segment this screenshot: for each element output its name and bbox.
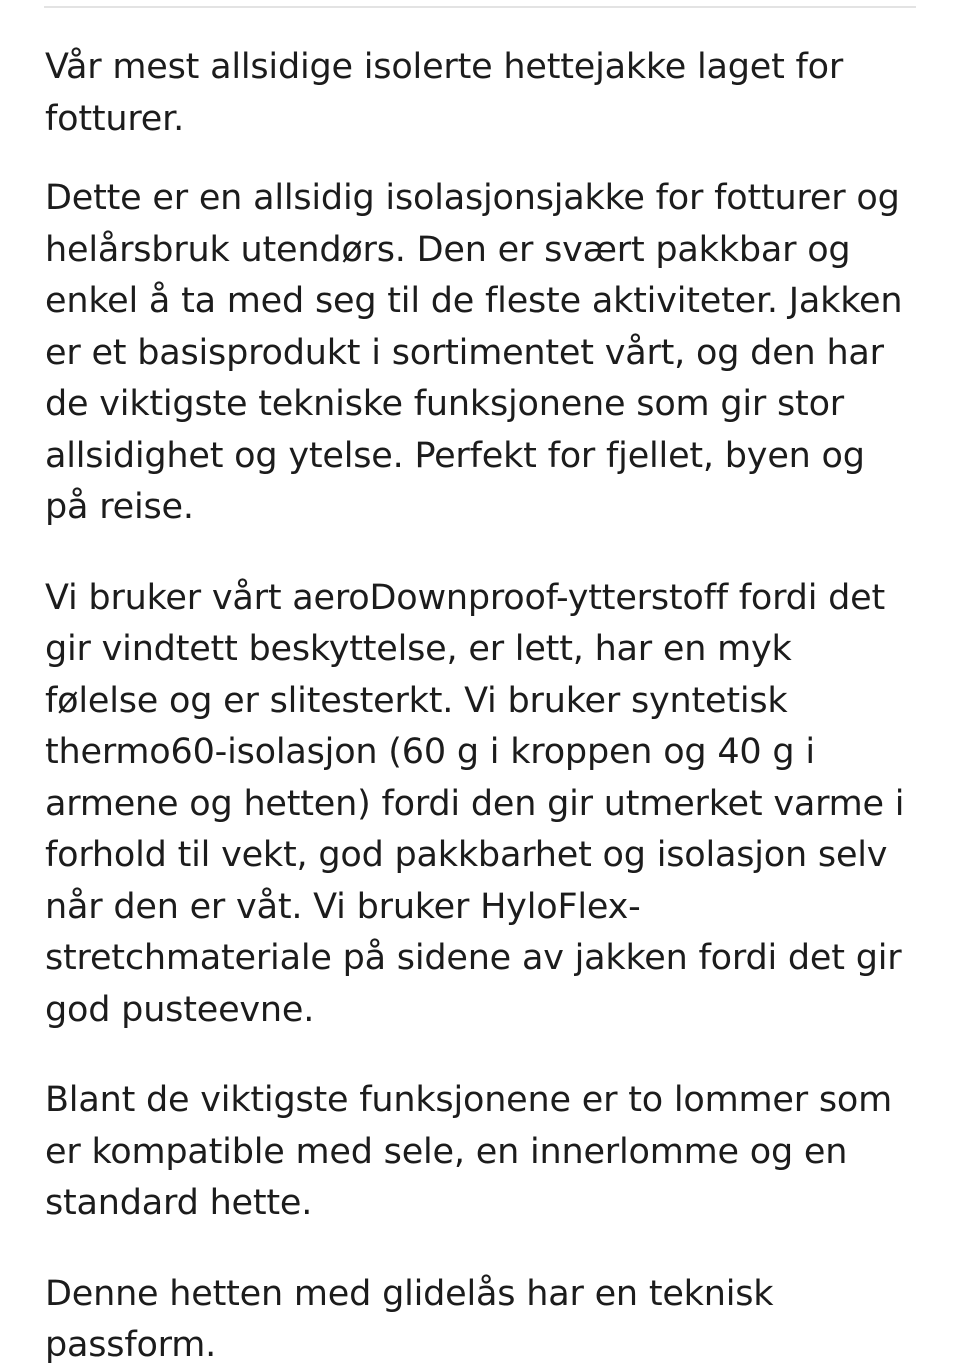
- description-paragraph-features: Blant de viktigste funksjonene er to lommer som er kompatible med sele, en innerlomme og en standard hette.: [45, 1080, 892, 1223]
- product-description: [45, 42, 915, 1372]
- description-paragraph-intro: Vår mest allsidige isolerte hettejakke laget for fotturer.: [45, 47, 844, 139]
- description-paragraph-overview: Dette er en allsidig isolasjonsjakke for fotturer og helårsbruk utendørs. Den er svært pakkbar og enkel å ta med seg til de fleste aktiviteter. Jakken er et basisprodukt i sortimentet vårt, og den har de viktigste tekniske funksjonene som gir stor allsidighet og ytelse. Perfekt for fjellet, byen og på reise.: [45, 178, 903, 527]
- description-paragraph-fit: Denne hetten med glidelås har en teknisk passform.: [45, 1273, 774, 1365]
- top-divider: [44, 6, 916, 8]
- description-paragraph-materials: Vi bruker vårt aeroDownproof-ytterstoff fordi det gir vindtett beskyttelse, er lett, har en myk følelse og er slitesterkt. Vi bruker syntetisk thermo60-isolasjon (60 g i kroppen og 40 g i armene og hetten) fordi den gir utmerket varme i forhold til vekt, god pakkbarhet og isolasjon selv når den er våt. Vi bruker HyloFlex-stretchmateriale på sidene av jakken fordi det gir god pusteevne.: [45, 577, 905, 1030]
